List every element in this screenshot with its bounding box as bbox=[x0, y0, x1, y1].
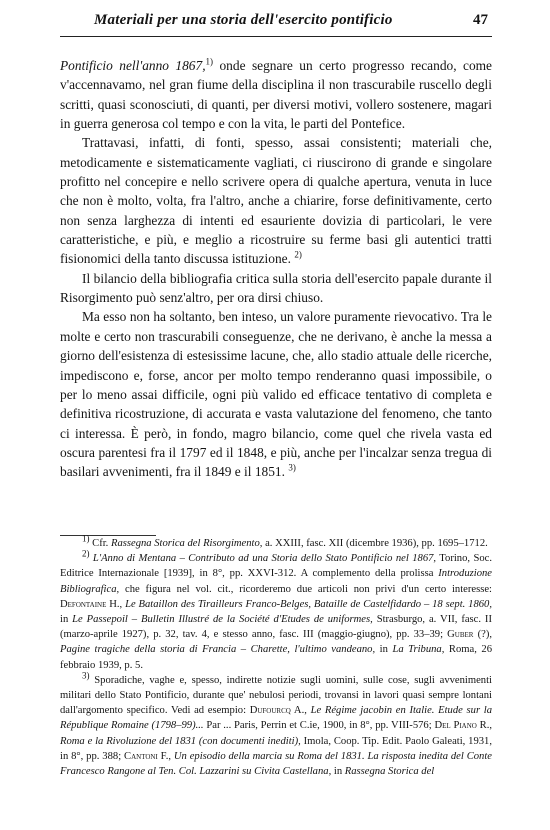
header-rule bbox=[60, 36, 492, 37]
paragraph-1 bbox=[60, 56, 492, 133]
fn-italic: Roma e la Rivoluzione del 1831 (con documenti inediti), bbox=[60, 735, 301, 747]
footnote-1-mark: 1) bbox=[82, 533, 90, 544]
fn-author: Del Piano bbox=[434, 720, 477, 732]
fn-text: (?), bbox=[473, 629, 492, 641]
main-text bbox=[60, 56, 492, 482]
paragraph-4-text: Ma esso non ha soltanto, ben inteso, un valore puramente rievocativo. Tra le molte e certo non trascurabili conseguenze, che ne derivano, è anche la messa a giorno dell'esistenza di estesissime lacune, che, allo stadio attuale delle ricerche, impediscono e, forse, ancor per molto tempo renderanno quasi impossibile, o per lo meno assai difficile, ogni più valido ed efficace tentativo di completa e definitiva ricostruzione, di accurata e vasta valutazione del fenomeno, che tanto ci interessa. È però, in fondo, magro bilancio, come quel che rivela vasta ed oscura parentesi fra il 1797 ed il 1848, e più, anche per l'incalzar senza tregua di basilari avvenimenti, fra il 1849 e il 1851. bbox=[60, 309, 492, 480]
fn-text: Strasburgo, a. VII, fasc. II (marzo-aprile 1927), p. 32, tav. 4, e stesso anno, fasc. III (maggio-giugno), pp. 33–39; bbox=[60, 614, 492, 641]
fn-text: che figura nel vol. cit., ricorderemo due articoli non privi d'un certo interesse: bbox=[119, 583, 492, 595]
fn-text: Imola, Coop. Tip. Edit. Paolo Galeati, 1931, in 8°, pp. 388; bbox=[60, 735, 492, 762]
footnote-3 bbox=[60, 670, 493, 779]
footnote-1 bbox=[60, 533, 492, 551]
fn-text: H., bbox=[106, 598, 126, 610]
fn-italic: Introduzione Bibliografica, bbox=[60, 568, 492, 595]
footnote-2 bbox=[60, 548, 493, 673]
fn-italic: Le Régime jacobin en Italie. Etude sur la République Romaine (1798–99)... bbox=[60, 705, 492, 732]
running-title: Materiali per una storia dell'esercito pontificio bbox=[94, 12, 393, 28]
fn-author: Dufourcq bbox=[249, 705, 291, 717]
fn-italic: Rassegna Storica del Risorgimento, bbox=[110, 538, 263, 549]
fn-text: Cfr. bbox=[89, 538, 111, 549]
fn-text: Sporadiche, vaghe e, spesso, indirette notizie sugli uomini, sulle cose, sugli avvenimenti militari dello Stato Pontificio, durante que' nebulosi periodi, trovansi in lavori quasi sempre lontani dall'argomento specifico. Vedi ad esempio: bbox=[60, 674, 492, 717]
fn-author: Defontaine bbox=[60, 598, 107, 610]
fn-text: A., bbox=[290, 705, 311, 717]
fn-author: Cantoni bbox=[124, 750, 158, 762]
footnotes bbox=[60, 533, 493, 779]
lead-italic: Pontificio nell'anno 1867, bbox=[60, 58, 206, 73]
fn-text: in bbox=[331, 766, 345, 778]
paragraph-1-text: onde segnare un certo progresso recando, come v'accennavamo, nel gran fiume della disciplina il non trascurabile ruscello degli scritti, quasi sconosciuti, di quanti, per diversi motivi, vollero sostenere, magari in guerra generosa col tempo e con la vita, le parti del Pontefice. bbox=[60, 58, 492, 132]
fn-text: in bbox=[60, 614, 73, 626]
page-number: 47 bbox=[473, 12, 488, 28]
footnote-ref-3: 3) bbox=[288, 462, 296, 473]
fn-italic: Le Bataillon des Tirailleurs Franco-Belges, Bataille de Castelfidardo – 18 sept. 1860, bbox=[125, 598, 493, 610]
fn-text: F., bbox=[157, 750, 174, 762]
fn-italic: Un episodio della marcia su Roma del 1831. La risposta inedita del Conte Francesco Rangone al Ten. Col. Lazzarini su Civita Castellana, bbox=[60, 750, 493, 778]
fn-text: R., bbox=[476, 720, 492, 732]
paragraph-3-text: Il bilancio della bibliografia critica sulla storia dell'esercito papale durante il Risorgimento può senz'altro, per ora dirsi chiuso. bbox=[60, 270, 492, 306]
fn-text: a. XXIII, fasc. XII (dicembre 1936), pp. 1695–1712. bbox=[262, 538, 488, 549]
fn-italic: Le Passepoil – Bulletin Illustré de la Société d'Etudes de uniformes, bbox=[72, 614, 373, 626]
fn-text: Roma, 26 febbraio 1939, p. 5. bbox=[60, 644, 492, 671]
fn-author: Guber bbox=[447, 629, 474, 641]
fn-text: in bbox=[375, 644, 393, 656]
paragraph-2-text: Trattavasi, infatti, di fonti, spesso, assai consistenti; materiali che, metodicamente e sistematicamente vagliati, ci riuscirono di grande e singolare profitto nel concepire e nello scrivere opera di qualche apertura, venuta in luce che non è molto, volta, fra l'altro, anche a chiarire, forse definitivamente, certo non senza larghezza di intenti ed esauriente dovizia di particolari, le vere caratteristiche, e più, e meglio a ricostruire su ferme basi gli autentici tratti fisionomici della tanto discussa istituzione. bbox=[60, 135, 492, 267]
fn-italic: Rassegna Storica del bbox=[344, 766, 435, 778]
footnote-2-mark: 2) bbox=[82, 548, 90, 559]
footnote-ref-1: 1) bbox=[205, 56, 214, 67]
paragraph-4 bbox=[60, 307, 492, 481]
paragraph-2 bbox=[60, 133, 492, 268]
fn-text: Par ... Paris, Perrin et C.ie, 1900, in 8°, pp. VIII-576; bbox=[203, 720, 435, 732]
fn-italic: Pagine tragiche della storia di Francia – Charette, l'ultimo vandeano, bbox=[60, 644, 376, 656]
fn-italic: La Tribuna, bbox=[392, 644, 445, 656]
fn-text: Torino, Soc. Editrice Internazionale [1939], in 8°, pp. XXVI-312. A complemento della prolissa bbox=[60, 553, 492, 580]
footnote-3-mark: 3) bbox=[82, 670, 90, 681]
fn-italic: L'Anno di Mentana – Contributo ad una Storia dello Stato Pontificio nel 1867, bbox=[92, 553, 437, 565]
running-header bbox=[60, 4, 492, 30]
footnote-ref-2: 2) bbox=[294, 249, 302, 260]
paragraph-3 bbox=[60, 269, 492, 308]
